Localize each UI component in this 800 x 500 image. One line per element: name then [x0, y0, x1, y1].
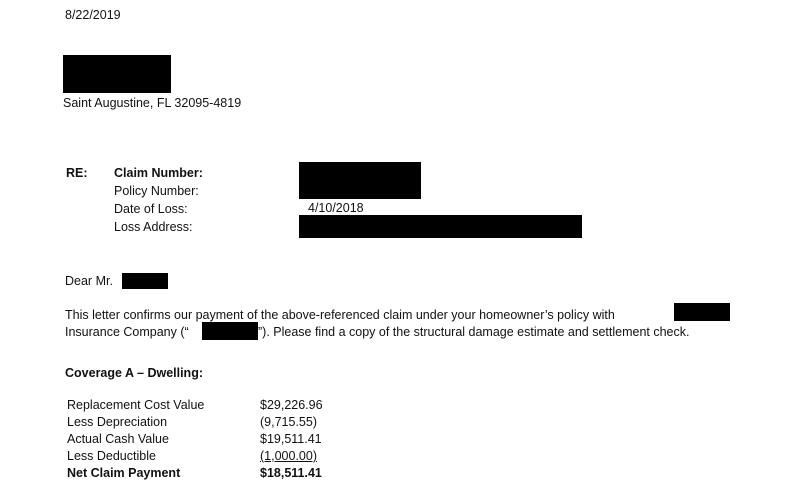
coverage-row-label: Actual Cash Value — [67, 432, 169, 446]
coverage-heading: Coverage A – Dwelling: — [65, 366, 203, 380]
re-label: RE: — [66, 166, 88, 180]
date-of-loss-label: Date of Loss: — [114, 202, 188, 216]
policy-number-label: Policy Number: — [114, 184, 199, 198]
body-line-1: This letter confirms our payment of the above-referenced claim under your homeowner’s policy with — [65, 308, 615, 322]
letter-date: 8/22/2019 — [65, 8, 121, 22]
date-of-loss-value: 4/10/2018 — [308, 201, 364, 215]
recipient-city-line: Saint Augustine, FL 32095-4819 — [63, 96, 242, 110]
coverage-row-label: Less Depreciation — [67, 415, 168, 429]
coverage-row-label: Less Deductible — [67, 449, 156, 463]
redacted-insurer-abbrev — [202, 322, 258, 340]
salutation — [65, 274, 113, 288]
body-line-2-end: ”). Please find a copy of the structural damage estimate and settlement check. — [258, 325, 690, 339]
redacted-insurer-name — [674, 303, 730, 321]
claim-number-label: Claim Number: — [114, 166, 203, 180]
coverage-row-value: (9,715.55) — [260, 415, 317, 429]
redacted-claim-policy-numbers — [299, 162, 421, 199]
net-claim-payment-label: Net Claim Payment — [67, 466, 181, 480]
coverage-row-value: $19,511.41 — [260, 432, 322, 446]
redacted-recipient-surname — [122, 273, 168, 289]
redacted-recipient-name — [63, 55, 171, 93]
coverage-row-label: Replacement Cost Value — [67, 398, 205, 412]
body-line-2-start: Insurance Company (“ — [65, 325, 189, 339]
salutation-text: Dear Mr. — [65, 274, 113, 288]
coverage-row-value: (1,000.00) — [260, 449, 317, 463]
loss-address-label: Loss Address: — [114, 220, 193, 234]
net-claim-payment-value: $18,511.41 — [260, 466, 322, 480]
coverage-row-value: $29,226.96 — [260, 398, 323, 412]
redacted-loss-address — [299, 215, 582, 238]
